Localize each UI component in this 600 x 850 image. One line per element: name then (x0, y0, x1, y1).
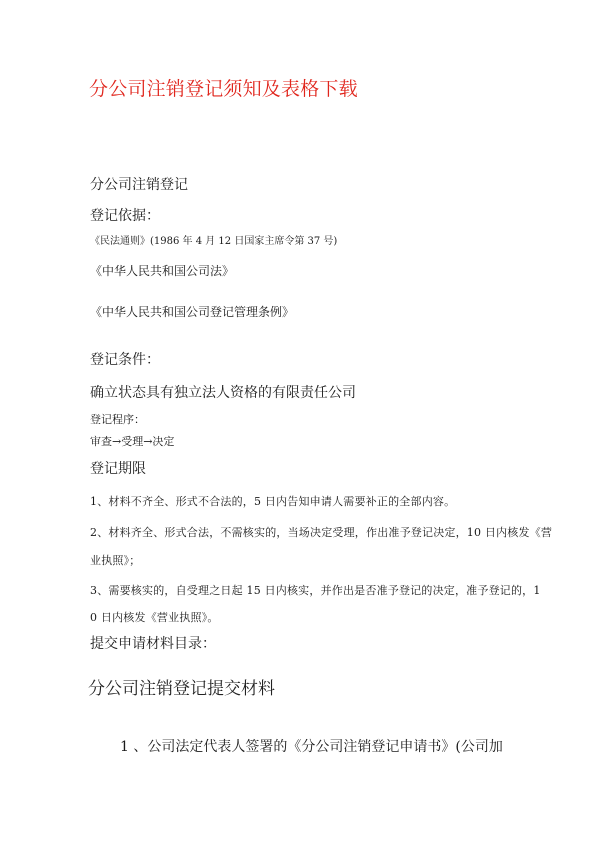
document-heading: 分公司注销登记 (90, 177, 188, 193)
period-item-2-line-1: 2、材料齐全、形式合法，不需核实的，当场决定受理，作出准予登记决定，10 日内核发《营 (90, 526, 553, 539)
basis-label: 登记依据： (90, 208, 160, 224)
materials-item-1: 1 、公司法定代表人签署的《分公司注销登记申请书》(公司加 (120, 739, 503, 755)
document-title: 分公司注销登记须知及表格下载 (89, 78, 358, 100)
procedure-label: 登记程序： (90, 413, 145, 426)
condition-label: 登记条件： (90, 352, 160, 368)
period-item-2-line-2: 业执照》； (90, 554, 141, 567)
procedure-text: 审查→受理→决定 (90, 435, 175, 448)
basis-item-registration-regulation: 《中华人民共和国公司登记管理条例》 (90, 305, 295, 319)
period-label: 登记期限 (90, 461, 146, 477)
condition-text: 确立状态具有独立法人资格的有限责任公司 (90, 385, 356, 401)
period-item-3-line-1: 3、需要核实的，自受理之日起 15 日内核实，并作出是否准予登记的决定，准予登记的，1 (90, 584, 541, 597)
materials-heading: 分公司注销登记提交材料 (88, 679, 275, 699)
period-item-3-line-2: 0 日内核发《营业执照》。 (90, 611, 219, 624)
basis-item-civil-law: 《民法通则》(1986 年 4 月 12 日国家主席令第 37 号) (90, 236, 338, 247)
materials-label: 提交申请材料目录： (90, 636, 216, 652)
basis-item-company-law: 《中华人民共和国公司法》 (90, 264, 235, 278)
period-item-1: 1、材料不齐全、形式不合法的，5 日内告知申请人需要补正的全部内容。 (90, 495, 456, 508)
